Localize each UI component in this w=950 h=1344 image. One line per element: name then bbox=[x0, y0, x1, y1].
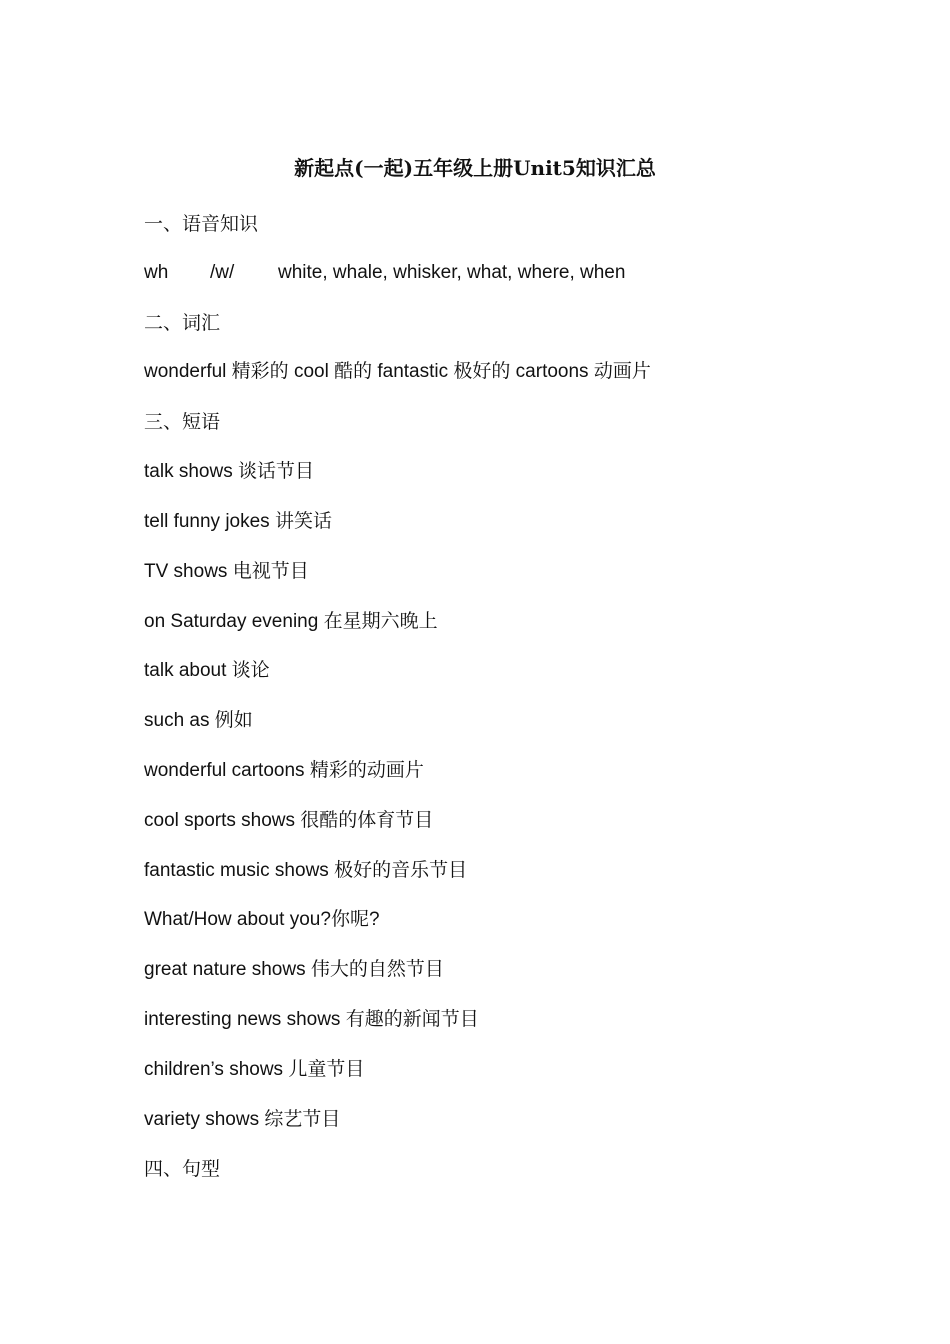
phrase-item: TV shows 电视节目 bbox=[144, 561, 309, 582]
section-heading-vocab: 二、词汇 bbox=[144, 312, 221, 334]
phrase-item: fantastic music shows 极好的音乐节目 bbox=[144, 860, 468, 881]
phrase-item: great nature shows 伟大的自然节目 bbox=[144, 959, 444, 980]
section-heading-phonics: 一、语音知识 bbox=[144, 213, 259, 235]
phonics-examples: white, whale, whisker, what, where, when bbox=[278, 262, 626, 283]
phonics-letters: wh bbox=[144, 262, 169, 283]
vocab-line: wonderful 精彩的 cool 酷的 fantastic 极好的 cartoons 动画片 bbox=[144, 361, 651, 382]
section-heading-phrases: 三、短语 bbox=[144, 411, 221, 433]
phrase-item: variety shows 综艺节目 bbox=[144, 1109, 341, 1130]
phrase-item: talk shows 谈话节目 bbox=[144, 461, 314, 482]
phrase-item: What/How about you?你呢? bbox=[144, 909, 380, 930]
phrase-item: such as 例如 bbox=[144, 710, 253, 731]
phonics-row bbox=[144, 258, 625, 288]
phrase-item: children’s shows 儿童节目 bbox=[144, 1059, 365, 1080]
phrase-item: on Saturday evening 在星期六晚上 bbox=[144, 611, 438, 632]
phrase-item: cool sports shows 很酷的体育节目 bbox=[144, 810, 434, 831]
phrase-item: interesting news shows 有趣的新闻节目 bbox=[144, 1009, 479, 1030]
phrase-item: tell funny jokes 讲笑话 bbox=[144, 511, 332, 532]
page-title: 新起点(一起)五年级上册Unit5知识汇总 bbox=[294, 156, 656, 180]
phonics-sound: /w/ bbox=[210, 262, 235, 283]
phrase-item: talk about 谈论 bbox=[144, 660, 270, 681]
phrase-item: wonderful cartoons 精彩的动画片 bbox=[144, 760, 424, 781]
section-heading-sentences: 四、句型 bbox=[144, 1158, 221, 1180]
